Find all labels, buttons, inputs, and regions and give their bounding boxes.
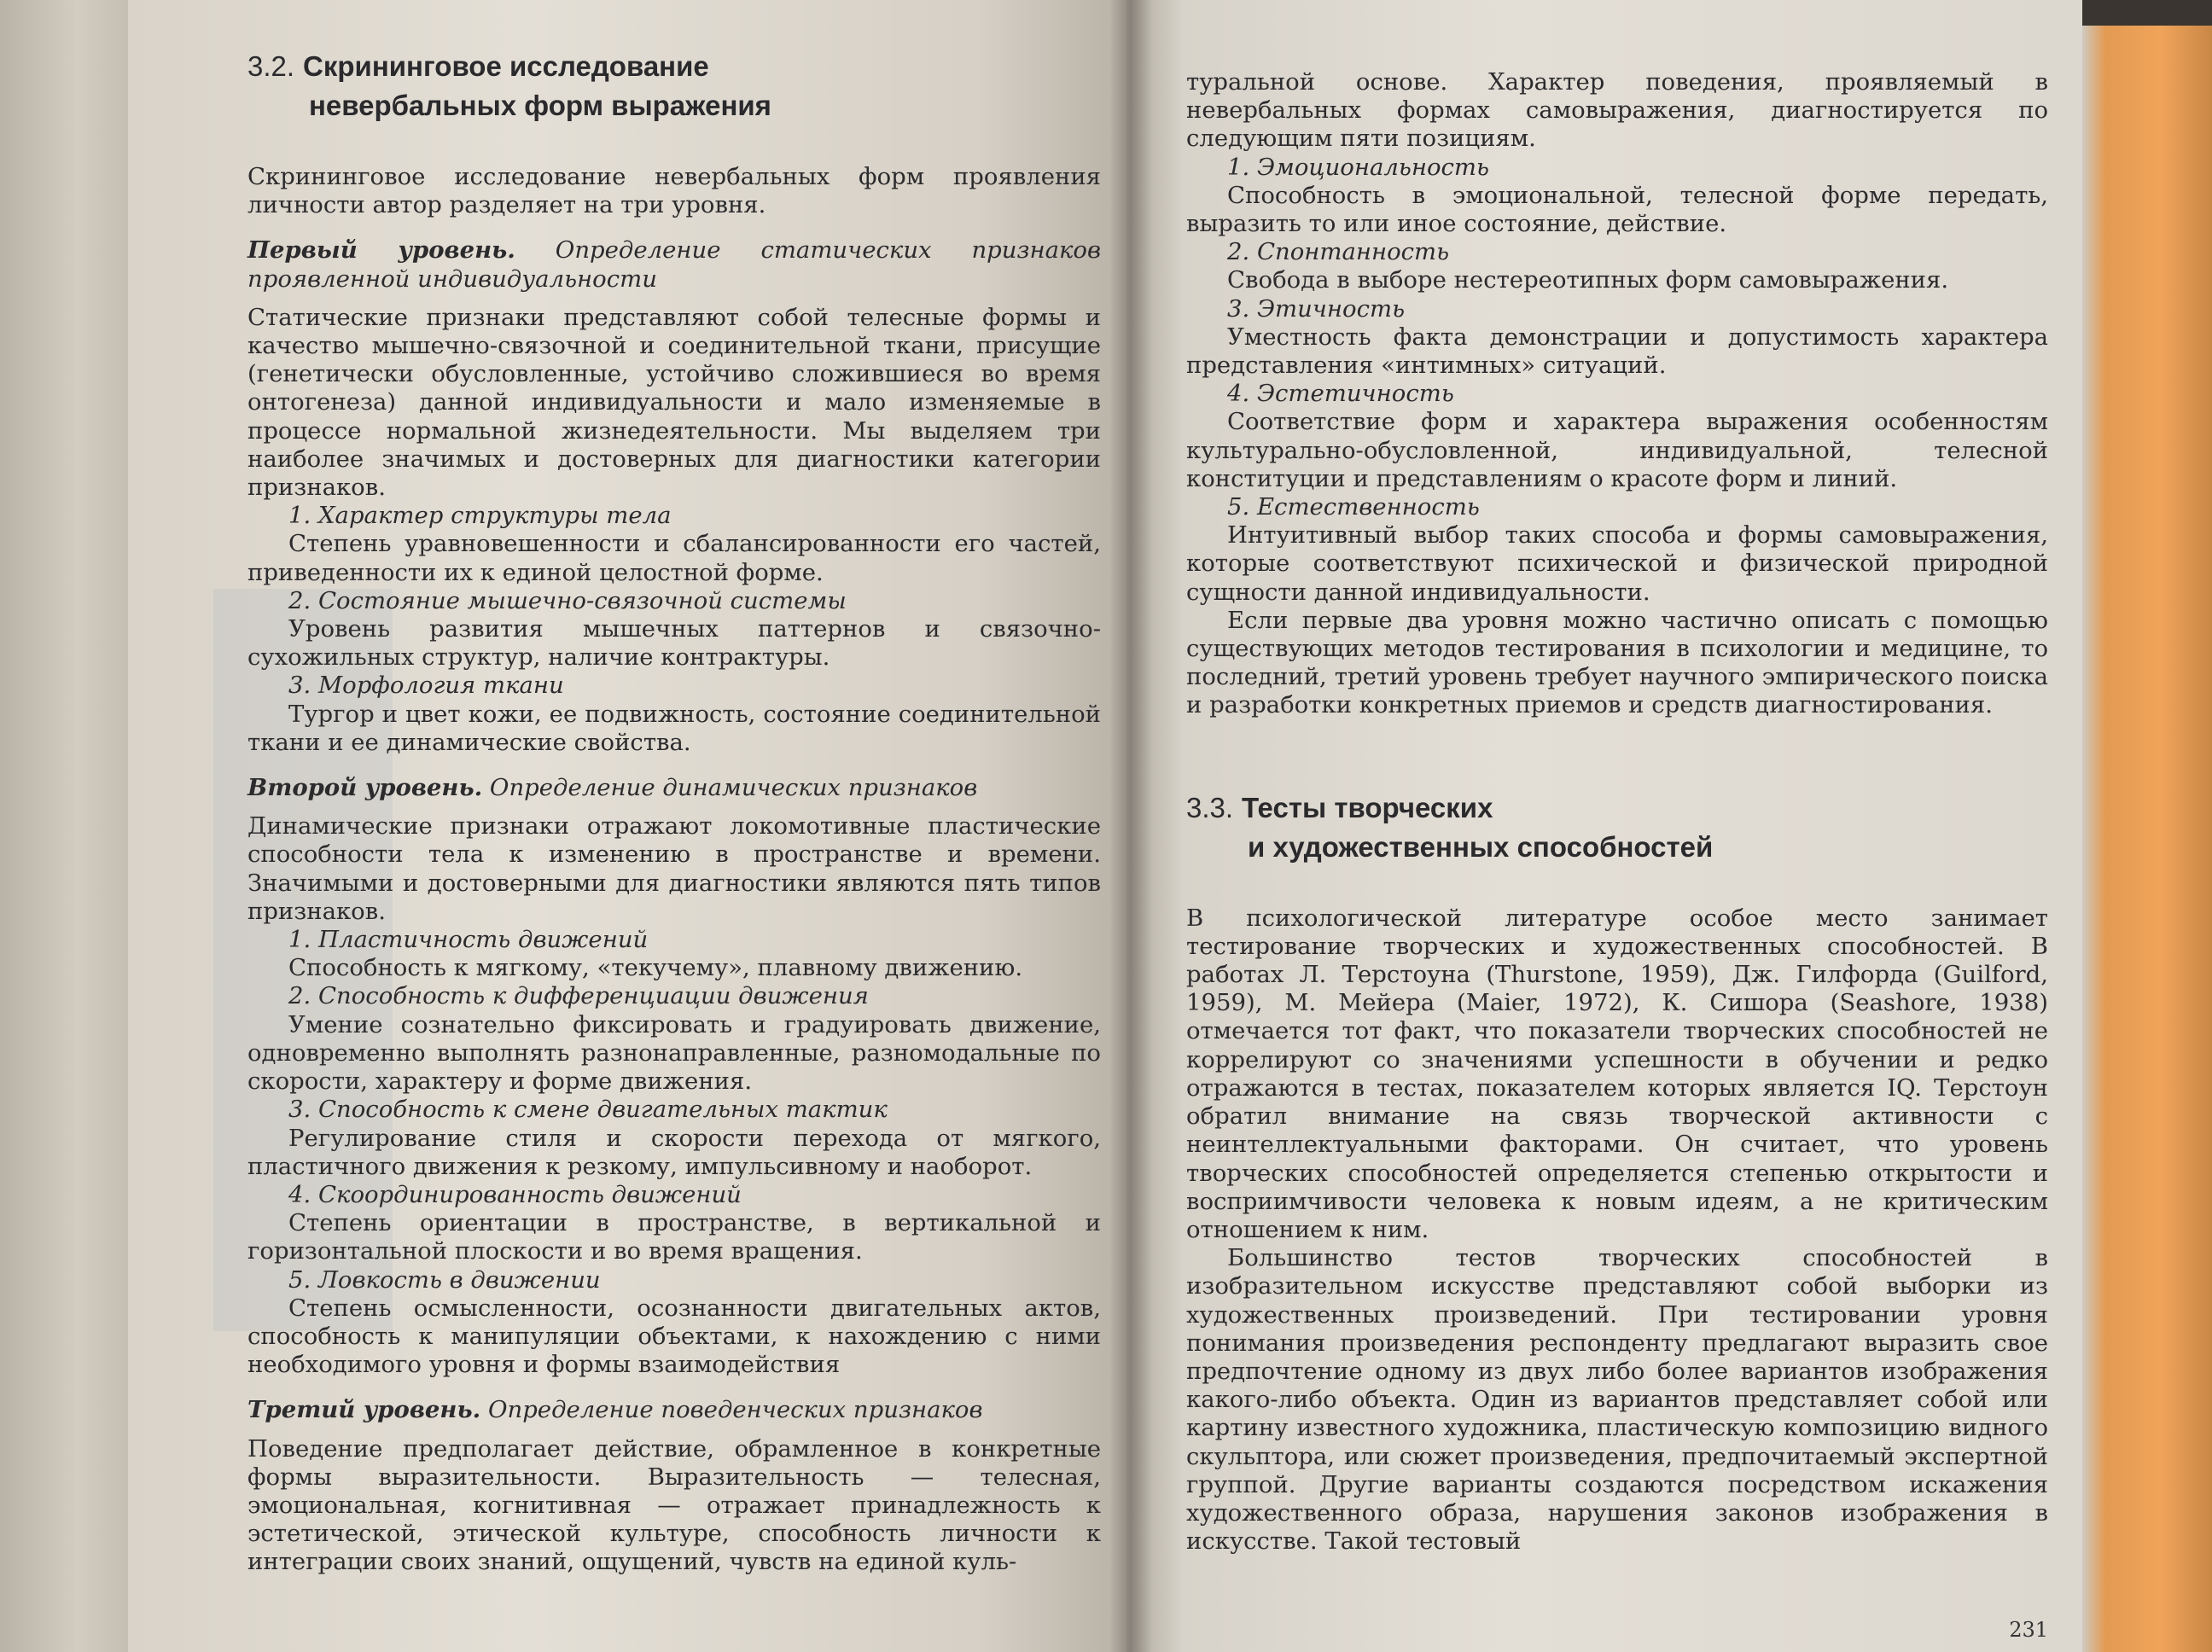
- page-number: 231: [2009, 1618, 2048, 1642]
- level1-item-title: 2. Состояние мышечно-связочной системы: [288, 586, 847, 614]
- level1-title: Определение статических признаков проявленной индивидуальности: [247, 236, 1101, 293]
- level1-item-text: Степень уравновешенности и сбалансированности его частей, приведенности их к единой целостной форме.: [247, 530, 1101, 586]
- behavior-item-title: 4. Эстетичность: [1227, 380, 1454, 408]
- right-page: [1126, 0, 2082, 1652]
- level1-label: Первый уровень.: [247, 236, 515, 265]
- section-3-3-paragraph1: В психологической литературе особое место занимает тестирование творческих и художественных способностей. В работах Л. Терстоуна (Thurstone, 1959), Дж. Гилфорда (Guilford, 1959), М. Мейера (Maier, 1972), К. Сишора (Seashore, 1938) отмечается тот факт, что показатели творческих способностей не коррелируют со значениями успешности в обучении и редко отражаются в тестах, показателем которых является IQ. Терстоун обратил внимание на связь творческой активности с неинтеллектуальными факторами. Он считает, что уровень творческих способностей определяется степенью открытости и восприимчивости человека к новым идеям, а не критическим отношением к ним.: [1186, 904, 2048, 1243]
- level2-item-title: 3. Способность к смене двигательных тактик: [288, 1096, 888, 1124]
- level2-item-text: Умение сознательно фиксировать и градуировать движение, одновременно выполнять разнонаправленные, разномодальные по скорости, характеру и форме движения.: [247, 1010, 1101, 1096]
- section-heading-3-2: [247, 47, 1101, 125]
- behavior-item-text: Свобода в выборе нестереотипных форм самовыражения.: [1227, 266, 1949, 294]
- level2-item-text: Степень осмысленности, осознанности двигательных актов, способность к манипуляции объектами, к нахождению с ними необходимого уровня и формы взаимодействия: [247, 1294, 1101, 1379]
- level1-text: Статические признаки представляют собой телесные формы и качество мышечно-связочной и соединительной ткани, присущие (генетически обусловленные, устойчиво сложившиеся во время онтогенеза) данной индивидуальности и мало изменяемые в процессе нормальной жизнедеятельности. Мы выделяем три наиболее значимых и достоверных для диагностики категории признаков.: [247, 303, 1101, 502]
- level3-heading: [247, 1396, 1101, 1424]
- section-title-line1: Тесты творческих: [1242, 791, 1493, 823]
- level2-item-text: Регулирование стиля и скорости перехода от мягкого, пластичного движения к резкому, импульсивному и наоборот.: [247, 1124, 1101, 1180]
- behavior-item-text: Уместность факта демонстрации и допустимость характера представления «интимных» ситуаций.: [1186, 323, 2048, 380]
- level1-item-text: Тургор и цвет кожи, ее подвижность, состояние соединительной ткани и ее динамические свойства.: [247, 700, 1101, 756]
- level2-heading: [247, 774, 1101, 802]
- level2-text: Динамические признаки отражают локомотивные пластические способности тела к изменению в пространстве и времени. Значимыми и достоверными для диагностики являются пять типов признаков.: [247, 812, 1101, 925]
- closing-paragraph: Если первые два уровня можно частично описать с помощью существующих методов тестирования в психологии и медицине, то последний, третий уровень требует научного эмпирического поиска и разработки конкретных приемов и средств диагностирования.: [1186, 606, 2048, 719]
- level1-item-title: 1. Характер структуры тела: [288, 502, 672, 530]
- section-number: 3.3.: [1186, 791, 1234, 823]
- level3-text: Поведение предполагает действие, обрамленное в конкретные формы выразительности. Выразительность — телесная, эмоциональная, когнитивная — отражает принадлежность к эстетической, этической культуре, способность личности к интеграции своих знаний, ощущений, чувств на единой куль-: [247, 1434, 1101, 1576]
- section-number: 3.2.: [247, 50, 295, 82]
- level3-label: Третий уровень.: [247, 1396, 481, 1424]
- level2-item-title: 1. Пластичность движений: [288, 926, 649, 954]
- level2-title: Определение динамических признаков: [489, 774, 978, 802]
- level1-item-title: 3. Морфология ткани: [288, 672, 564, 700]
- book-gutter: [1109, 0, 1152, 1652]
- section-heading-3-3: [1186, 788, 2048, 867]
- left-column: [247, 47, 1101, 1577]
- behavior-item-text: Соответствие форм и характера выражения особенностям культурально-обусловленной, индивидуальной, телесной конституции и представлениям о красоте форм и линий.: [1186, 408, 2048, 492]
- level1-item-text: Уровень развития мышечных паттернов и связочно-сухожильных структур, наличие контрактуры.: [247, 615, 1101, 672]
- continuation-paragraph: туральной основе. Характер поведения, проявляемый в невербальных формах самовыражения, диагностируется по следующим пяти позициям.: [1186, 68, 2048, 153]
- level1-heading: [247, 236, 1101, 293]
- behavior-item-text: Интуитивный выбор таких способа и формы самовыражения, которые соответствуют психической и физической природной сущности данной индивидуальности.: [1186, 521, 2048, 606]
- behavior-item-title: 2. Спонтанность: [1227, 238, 1450, 266]
- level2-item-title: 5. Ловкость в движении: [288, 1265, 601, 1294]
- behavior-item-title: 5. Естественность: [1227, 493, 1480, 521]
- intro-paragraph: Скрининговое исследование невербальных форм проявления личности автор разделяет на три уровня.: [247, 163, 1101, 219]
- level2-item-title: 2. Способность к дифференциации движения: [288, 982, 869, 1010]
- section-3-3-paragraph2: Большинство тестов творческих способностей в изобразительном искусстве представляют собой выборки из художественных произведений. При тестировании уровня понимания произведения респонденту предлагают выразить свое предпочтение одному из двух либо более вариантов изображения какого-либо объекта. Один из вариантов представляет собой или картину известного художника, пластическую композицию видного скульптора, или сюжет произведения, предпочитаемый экспертной группой. Другие варианты создаются посредством искажения художественного образа, нарушения законов изображения в искусстве. Такой тестовый: [1186, 1244, 2048, 1556]
- book-edge-right: [2082, 26, 2212, 1652]
- section-title-line1: Скрининговое исследование: [303, 50, 709, 82]
- level2-item-text: Способность к мягкому, «текучему», плавному движению.: [288, 954, 1023, 982]
- level2-item-text: Степень ориентации в пространстве, в вертикальной и горизонтальной плоскости и во время вращения.: [247, 1209, 1101, 1265]
- section-title-line2: невербальных форм выражения: [309, 90, 771, 121]
- right-column: [1186, 68, 2048, 1556]
- behavior-item-text: Способность в эмоциональной, телесной форме передать, выразить то или иное состояние, действие.: [1186, 181, 2048, 238]
- left-page: [128, 0, 1126, 1652]
- behavior-item-title: 1. Эмоциональность: [1227, 153, 1489, 181]
- section-title-line2: и художественных способностей: [1248, 830, 1714, 863]
- book-edge-left: [0, 0, 128, 1652]
- level2-label: Второй уровень.: [247, 774, 483, 802]
- level2-item-title: 4. Скоординированность движений: [288, 1180, 742, 1208]
- behavior-item-title: 3. Этичность: [1227, 294, 1406, 323]
- level3-title: Определение поведенческих признаков: [487, 1396, 983, 1424]
